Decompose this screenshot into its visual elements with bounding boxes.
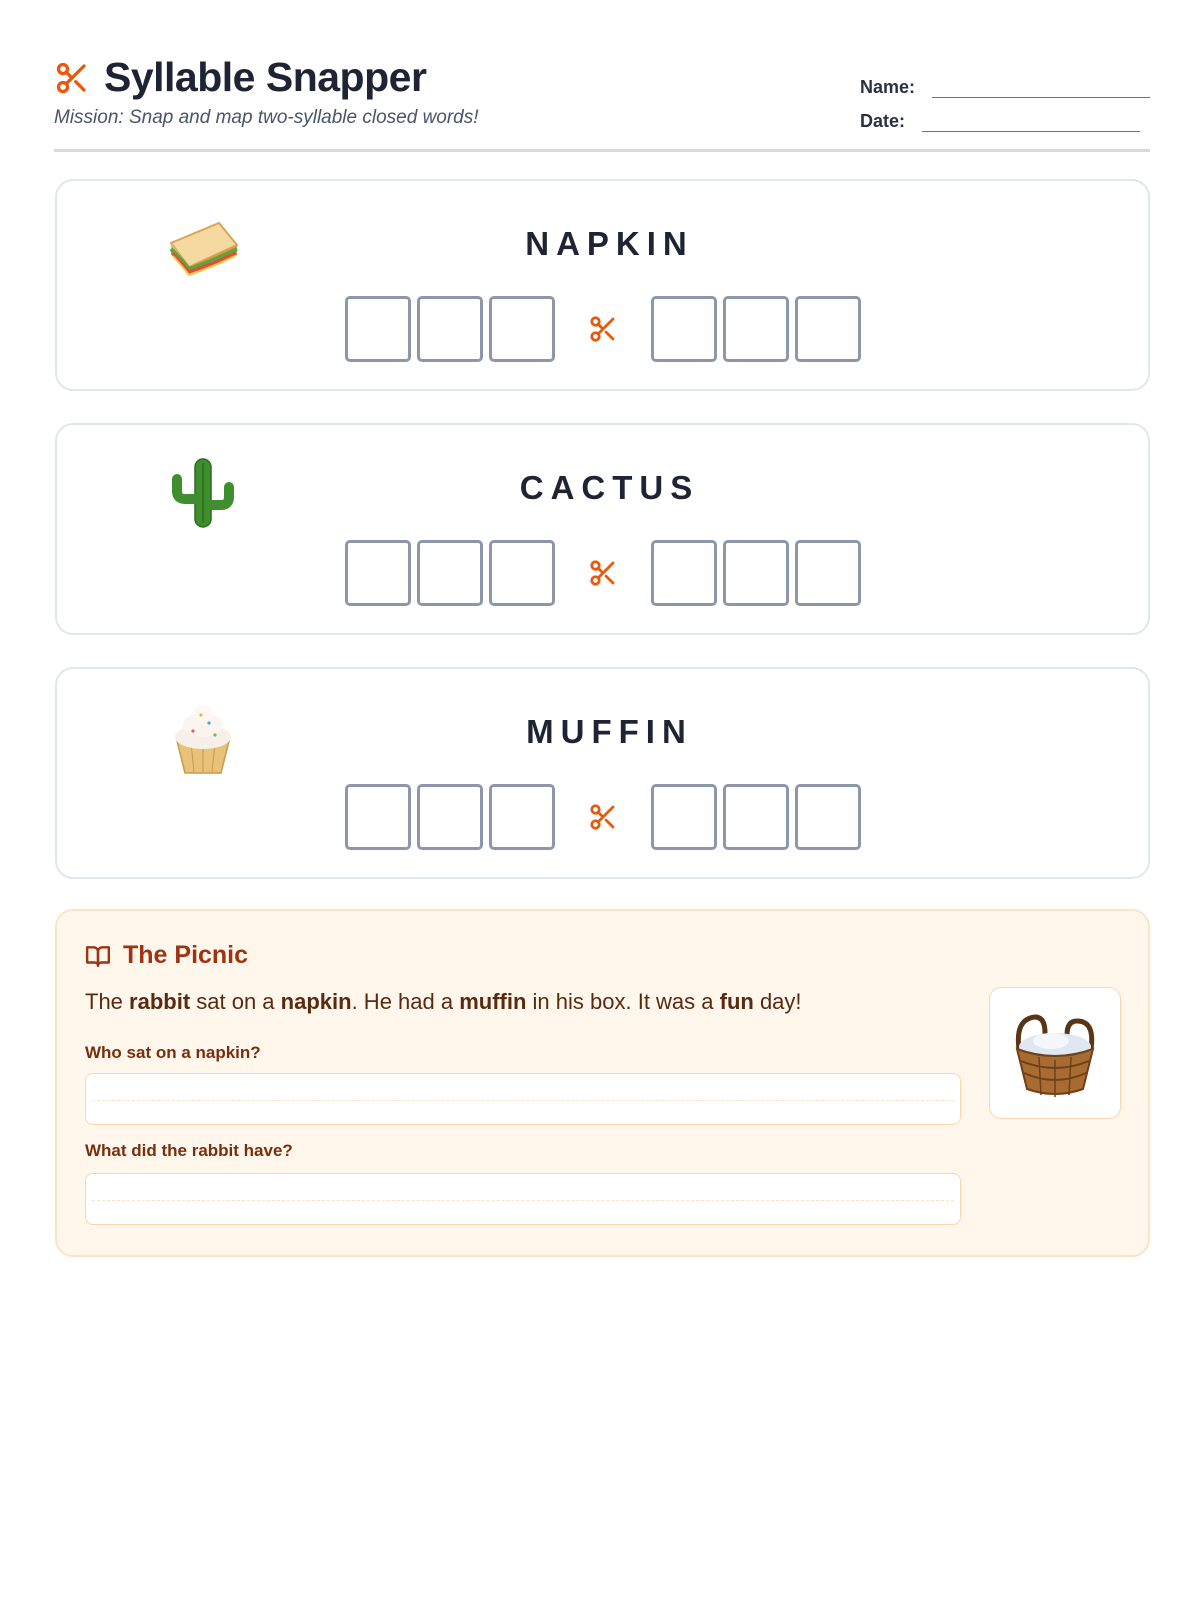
word-card <box>55 179 1150 391</box>
syllable-divider <box>558 314 648 344</box>
story-keyword: muffin <box>459 989 527 1014</box>
date-line[interactable] <box>922 110 1140 132</box>
scissors-icon <box>54 60 90 96</box>
syllable-boxes <box>57 540 1148 606</box>
syllable-divider <box>558 558 648 588</box>
story-picture <box>989 987 1121 1119</box>
story-card <box>55 909 1150 1257</box>
letter-box[interactable] <box>795 296 861 362</box>
name-line[interactable] <box>932 76 1150 98</box>
letter-box[interactable] <box>723 540 789 606</box>
letter-box[interactable] <box>795 540 861 606</box>
letter-box[interactable] <box>723 296 789 362</box>
scissors-icon <box>588 558 618 588</box>
answer-field[interactable] <box>85 1173 961 1225</box>
syllable-boxes <box>57 296 1148 362</box>
page-subtitle: Mission: Snap and map two-syllable closed words! <box>54 107 479 128</box>
story-title-row <box>85 941 248 970</box>
name-row <box>860 64 1150 98</box>
story-text-part: day! <box>753 989 802 1014</box>
letter-box[interactable] <box>489 784 555 850</box>
letter-box[interactable] <box>795 784 861 850</box>
story-text-part: The <box>85 989 130 1014</box>
basket-icon <box>1005 1003 1105 1103</box>
story-keyword: fun <box>719 989 754 1014</box>
question-label: Who sat on a napkin? <box>85 1043 261 1062</box>
worksheet-header <box>54 54 1150 152</box>
word-card <box>55 423 1150 635</box>
word-label: MUFFIN <box>526 713 693 750</box>
story-text-part: . He had a <box>351 989 460 1014</box>
letter-box[interactable] <box>651 540 717 606</box>
letter-box[interactable] <box>651 784 717 850</box>
letter-box[interactable] <box>417 784 483 850</box>
date-row <box>860 98 1150 132</box>
letter-box[interactable] <box>417 296 483 362</box>
date-label: Date: <box>860 111 906 131</box>
story-text <box>85 989 802 1015</box>
page-title: Syllable Snapper <box>104 54 427 100</box>
letter-box[interactable] <box>489 540 555 606</box>
letter-box[interactable] <box>651 296 717 362</box>
scissors-icon <box>588 314 618 344</box>
story-keyword: napkin <box>280 989 352 1014</box>
story-keyword: rabbit <box>129 989 191 1014</box>
name-date-block <box>860 64 1150 132</box>
word-card <box>55 667 1150 879</box>
word-label: CACTUS <box>519 469 700 506</box>
scissors-icon <box>588 802 618 832</box>
letter-box[interactable] <box>723 784 789 850</box>
letter-box[interactable] <box>417 540 483 606</box>
open-book-icon <box>85 943 111 969</box>
syllable-divider <box>558 802 648 832</box>
letter-box[interactable] <box>345 784 411 850</box>
answer-field[interactable] <box>85 1073 961 1125</box>
question-label: What did the rabbit have? <box>85 1141 293 1160</box>
story-text-part: sat on a <box>190 989 281 1014</box>
word-label: NAPKIN <box>525 225 694 262</box>
letter-box[interactable] <box>489 296 555 362</box>
story-text-part: in his box. It was a <box>526 989 720 1014</box>
story-title: The Picnic <box>123 941 249 969</box>
name-label: Name: <box>860 77 916 97</box>
letter-box[interactable] <box>345 540 411 606</box>
letter-box[interactable] <box>345 296 411 362</box>
syllable-boxes <box>57 784 1148 850</box>
